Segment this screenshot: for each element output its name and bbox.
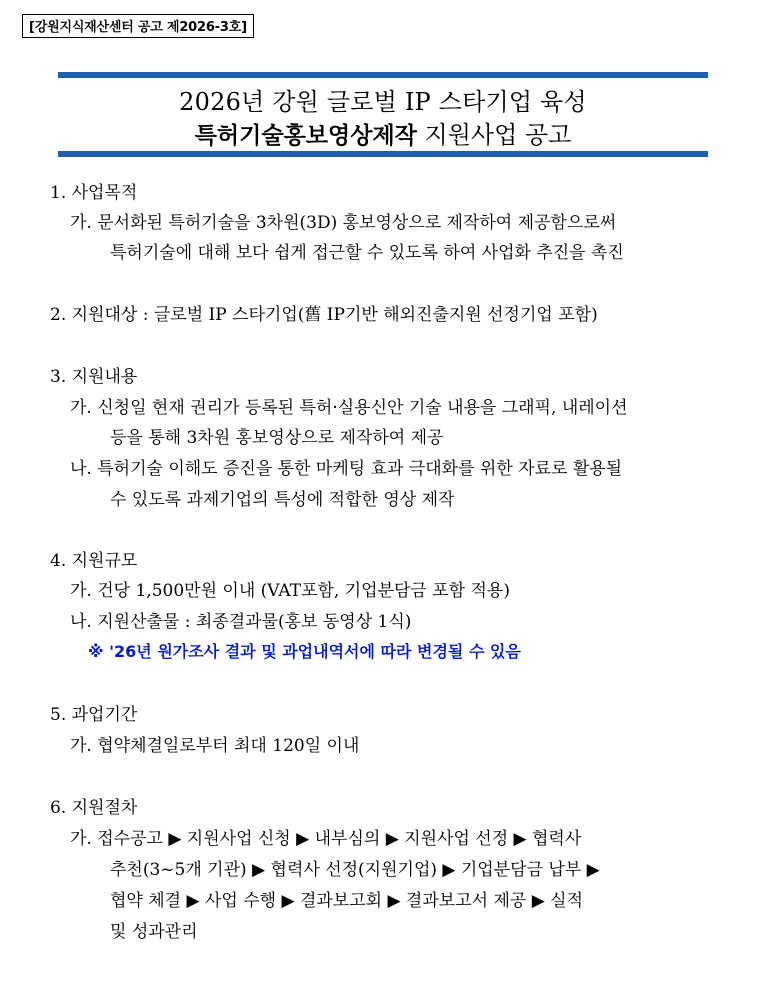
title-top-rule: [58, 72, 708, 78]
section-3-item-b: 나. 특허기술 이해도 증진을 통한 마케팅 효과 극대화를 위한 자료로 활용될: [70, 459, 623, 479]
section-1-heading: 1. 사업목적: [50, 183, 138, 203]
section-6-item-a-cont-1: 추천(3~5개 기관) ▶ 협력사 선정(지원기업) ▶ 기업분담금 납부 ▶: [110, 860, 600, 880]
title-rest: 지원사업 공고: [416, 121, 572, 149]
section-4-item-a: 가. 건당 1,500만원 이내 (VAT포함, 기업분담금 포함 적용): [70, 581, 510, 601]
document-number: [강원지식재산센터 공고 제2026-3호]: [22, 14, 254, 38]
section-3-item-a: 가. 신청일 현재 권리가 등록된 특허·실용신안 기술 내용을 그래픽, 내레이션: [70, 398, 628, 418]
section-5-item-a: 가. 협약체결일로부터 최대 120일 이내: [70, 736, 360, 756]
section-5-heading: 5. 과업기간: [50, 705, 138, 725]
title-bottom-rule: [58, 151, 708, 157]
section-4-heading: 4. 지원규모: [50, 551, 138, 571]
section-4-note: ※ '26년 원가조사 결과 및 과업내역서에 따라 변경될 수 있음: [88, 642, 521, 661]
section-4-item-b: 나. 지원산출물 : 최종결과물(홍보 동영상 1식): [70, 612, 412, 632]
title-line-2: [58, 115, 708, 150]
section-3-item-b-cont: 수 있도록 과제기업의 특성에 적합한 영상 제작: [110, 490, 455, 510]
section-2-heading: 2. 지원대상 : 글로벌 IP 스타기업(舊 IP기반 해외진출지원 선정기업 포함): [50, 305, 598, 325]
section-6-item-a-cont-3: 및 성과관리: [110, 922, 198, 942]
title-bold: 특허기술홍보영상제작: [194, 123, 417, 149]
section-1-item-a-cont: 특허기술에 대해 보다 쉽게 접근할 수 있도록 하여 사업화 추진을 촉진: [110, 243, 624, 263]
section-3-heading: 3. 지원내용: [50, 367, 138, 387]
section-6-item-a: 가. 접수공고 ▶ 지원사업 신청 ▶ 내부심의 ▶ 지원사업 선정 ▶ 협력사: [70, 829, 582, 849]
section-3-item-a-cont: 등을 통해 3차원 홍보영상으로 제작하여 제공: [110, 428, 444, 448]
section-6-heading: 6. 지원절차: [50, 798, 138, 818]
title-line-1: 2026년 강원 글로벌 IP 스타기업 육성: [179, 88, 587, 116]
section-6-item-a-cont-2: 협약 체결 ▶ 사업 수행 ▶ 결과보고회 ▶ 결과보고서 제공 ▶ 실적: [110, 891, 584, 911]
section-1-item-a: 가. 문서화된 특허기술을 3차원(3D) 홍보영상으로 제작하여 제공함으로써: [70, 213, 617, 233]
